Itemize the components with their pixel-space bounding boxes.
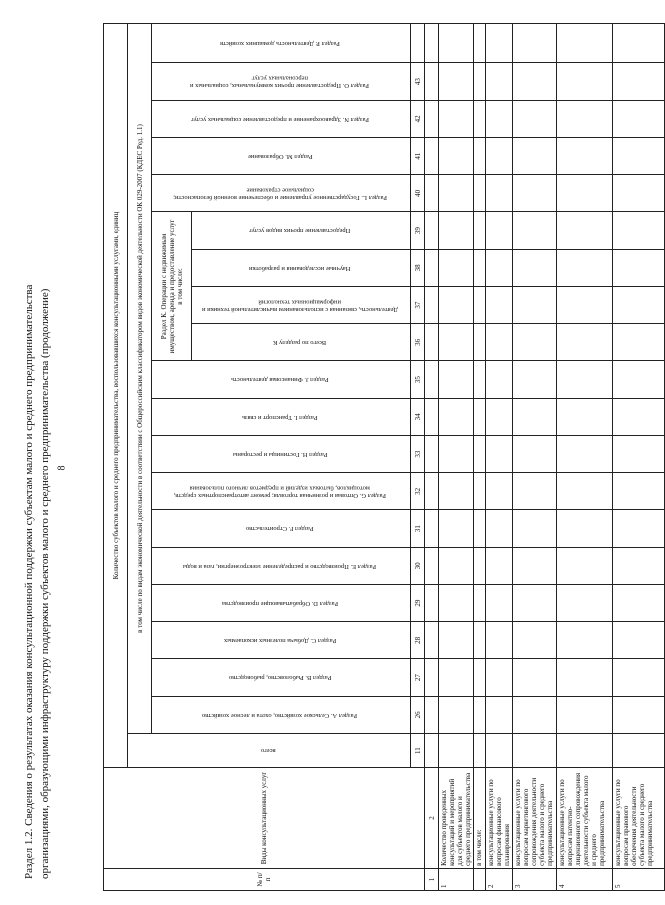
num-37: 37 bbox=[411, 286, 425, 323]
num-31: 31 bbox=[411, 510, 425, 547]
num-26: 26 bbox=[411, 696, 425, 733]
row-4-text: консультационные услуги по вопросам патентно-лицензионного сопровождения деятельности субъекта малого и среднего предпринимательства bbox=[557, 768, 613, 869]
row-1-text: Количество проведенных консультаций и мероприятий для субъектов малого и среднего предпринимательства bbox=[439, 768, 474, 869]
col-32-label: Раздел G. Оптовая и розничная торговля; ремонт автотранспортных средств, мотоциклов, бытовых изделий и предметов личного пользования bbox=[173, 484, 387, 499]
row-3-num: 3 bbox=[513, 868, 557, 890]
num-44 bbox=[411, 24, 425, 63]
col-27-label: Раздел В. Рыболовство, рыбоводство bbox=[228, 674, 332, 682]
col-38-label: Научные исследования и разработки bbox=[249, 264, 351, 272]
column-number-row bbox=[425, 24, 439, 891]
header-total bbox=[128, 733, 411, 767]
col-29-label: Раздел D. Обрабатывающие производства bbox=[221, 599, 339, 607]
col-28-label: Раздел С. Добыча полезных ископаемых bbox=[223, 637, 337, 645]
row-2-num: 2 bbox=[486, 868, 513, 890]
col-26-label: Раздел А. Сельское хозяйство, охота и лесное хозяйство bbox=[202, 711, 358, 719]
num-total: 11 bbox=[411, 733, 425, 767]
num-40: 40 bbox=[411, 175, 425, 212]
col-31-label: Раздел F. Строительство bbox=[246, 525, 314, 533]
num-36: 36 bbox=[411, 324, 425, 361]
num-41: 41 bbox=[411, 137, 425, 174]
table-row bbox=[474, 24, 486, 891]
col-42-label: Раздел N. Здравоохранение и предоставление социальных услуг bbox=[191, 115, 369, 123]
num-39: 39 bbox=[411, 212, 425, 249]
page-number: 8 bbox=[56, 465, 68, 471]
row-2-text: консультационные услуги по вопросам финансового планирования bbox=[486, 768, 513, 869]
row-incl-num bbox=[474, 868, 486, 890]
header-services: Виды консультационных услуг bbox=[104, 768, 425, 869]
num-42: 42 bbox=[411, 100, 425, 137]
col-33-label: Раздел Н. Гостиницы и рестораны bbox=[232, 450, 328, 458]
table-row bbox=[557, 24, 613, 891]
k-group-incl: в том числе: bbox=[175, 268, 184, 305]
table-row bbox=[513, 24, 557, 891]
row-incl-text: в том числе: bbox=[474, 768, 486, 869]
col-35-label: Раздел J. Финансовая деятельность bbox=[231, 376, 329, 384]
row-4-num: 4 bbox=[557, 868, 613, 890]
num-c1: 1 bbox=[425, 868, 439, 890]
col-36-label: Всего по разделу К bbox=[273, 339, 327, 347]
header-k-group bbox=[152, 212, 192, 361]
table-row bbox=[439, 24, 474, 891]
row-5-text: консультационные услуги по вопросам правового обеспечения деятельности субъекта малого и среднего предпринимательства bbox=[613, 768, 665, 869]
num-33: 33 bbox=[411, 435, 425, 472]
col-44-label: Раздел Р. Деятельность домашних хозяйств bbox=[220, 39, 340, 47]
num-34: 34 bbox=[411, 398, 425, 435]
row-1-num: 1 bbox=[439, 868, 474, 890]
col-40-label: Раздел L. Государственное управление и обеспечение военной безопасности; социальное страхование bbox=[173, 186, 387, 201]
col-30-label: Раздел Е. Производство и распределение электроэнергии, газа и воды bbox=[183, 562, 377, 570]
num-30: 30 bbox=[411, 547, 425, 584]
header-total-label: всего bbox=[260, 747, 276, 755]
num-43: 43 bbox=[411, 63, 425, 100]
num-35: 35 bbox=[411, 361, 425, 398]
table-row bbox=[613, 24, 665, 891]
section-title-line-1: Раздел 1.2. Сведения о результатах оказания консультационной поддержки субъектам малого и среднего предпринимательства bbox=[23, 284, 35, 879]
col-43-label: Раздел О. Предоставление прочих коммунальных, социальных и персональных услуг bbox=[190, 74, 370, 90]
header-number: № п/п bbox=[104, 868, 425, 890]
col-37-label: Деятельность, связанная с использованием вычислительной техники и информационных технологий bbox=[202, 298, 399, 313]
num-c2: 2 bbox=[425, 768, 439, 869]
num-32: 32 bbox=[411, 473, 425, 510]
k-group-label: Раздел К. Операции с недвижимым имуществом, аренда и предоставление услуг bbox=[159, 219, 176, 354]
header-count: Количество субъектов малого и среднего предпринимательства, воспользовавшихся консультационными услугами, единиц bbox=[104, 24, 128, 768]
num-27: 27 bbox=[411, 659, 425, 696]
num-38: 38 bbox=[411, 249, 425, 286]
section-title-line-2: организациями, образующими инфраструктуру поддержки субъектов малого и среднего предпринимательства (продолжение) bbox=[39, 288, 51, 879]
consulting-services-table bbox=[103, 23, 665, 891]
header-okved: в том числе по видам экономической деятельности в соответствии с Общероссийским классификатором видов экономической деятельности ОК 029-2007 (КДЕС Ред. 1.1) bbox=[128, 24, 152, 734]
col-39-label: Предоставление прочих видов услуг bbox=[249, 227, 351, 235]
row-5-num: 5 bbox=[613, 868, 665, 890]
row-3-text: консультационные услуги по вопросам маркетингового сопровождения деятельности субъекта малого и среднего предпринимательства bbox=[513, 768, 557, 869]
col-34-label: Раздел I. Транспорт и связь bbox=[242, 413, 318, 421]
num-28: 28 bbox=[411, 622, 425, 659]
col-41-label: Раздел М. Образование bbox=[247, 152, 313, 160]
table-row bbox=[486, 24, 513, 891]
num-29: 29 bbox=[411, 584, 425, 621]
